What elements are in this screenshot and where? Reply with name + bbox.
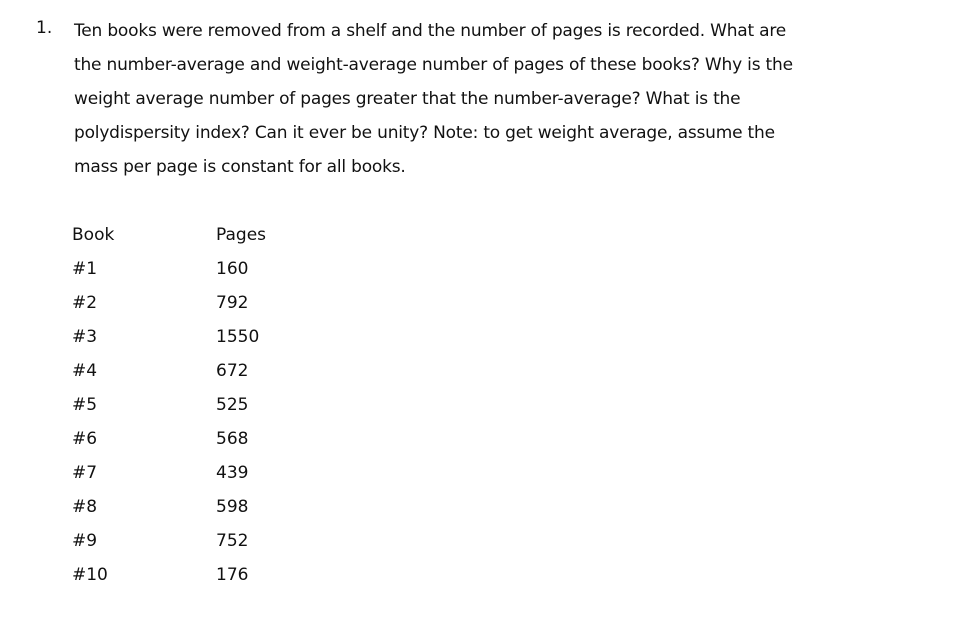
pages-cell: 752	[216, 531, 249, 551]
table-row	[72, 388, 336, 422]
table-row	[72, 252, 336, 286]
pages-cell: 672	[216, 361, 249, 381]
column-header-pages: Pages	[216, 225, 267, 245]
book-cell: #8	[72, 497, 98, 517]
book-cell: #7	[72, 463, 98, 483]
question-line: the number-average and weight-average number of pages of these books? Why is the	[74, 55, 793, 75]
book-cell: #4	[72, 361, 98, 381]
pages-cell: 792	[216, 293, 249, 313]
table-header-row	[72, 218, 336, 252]
pages-cell: 439	[216, 463, 249, 483]
pages-cell: 598	[216, 497, 249, 517]
question-line: weight average number of pages greater that the number-average? What is the	[74, 89, 741, 109]
pages-cell: 568	[216, 429, 249, 449]
book-cell: #1	[72, 259, 98, 279]
table-row	[72, 558, 336, 592]
book-cell: #2	[72, 293, 98, 313]
question-block	[36, 14, 936, 184]
table-row	[72, 422, 336, 456]
table-row	[72, 286, 336, 320]
question-line: mass per page is constant for all books.	[74, 157, 406, 177]
pages-cell: 1550	[216, 327, 260, 347]
book-pages-table	[72, 218, 336, 592]
book-cell: #9	[72, 531, 98, 551]
table-row	[72, 354, 336, 388]
table-row	[72, 456, 336, 490]
book-cell: #10	[72, 565, 108, 585]
table-row	[72, 320, 336, 354]
pages-cell: 525	[216, 395, 249, 415]
pages-cell: 176	[216, 565, 249, 585]
table-row	[72, 490, 336, 524]
book-cell: #5	[72, 395, 98, 415]
pages-cell: 160	[216, 259, 249, 279]
book-cell: #6	[72, 429, 98, 449]
question-line: polydispersity index? Can it ever be unity? Note: to get weight average, assume the	[74, 123, 775, 143]
question-line: Ten books were removed from a shelf and the number of pages is recorded. What are	[74, 21, 787, 41]
question-text	[74, 14, 936, 184]
question-number: 1.	[36, 18, 53, 38]
table-row	[72, 524, 336, 558]
column-header-book: Book	[72, 225, 115, 245]
book-cell: #3	[72, 327, 98, 347]
